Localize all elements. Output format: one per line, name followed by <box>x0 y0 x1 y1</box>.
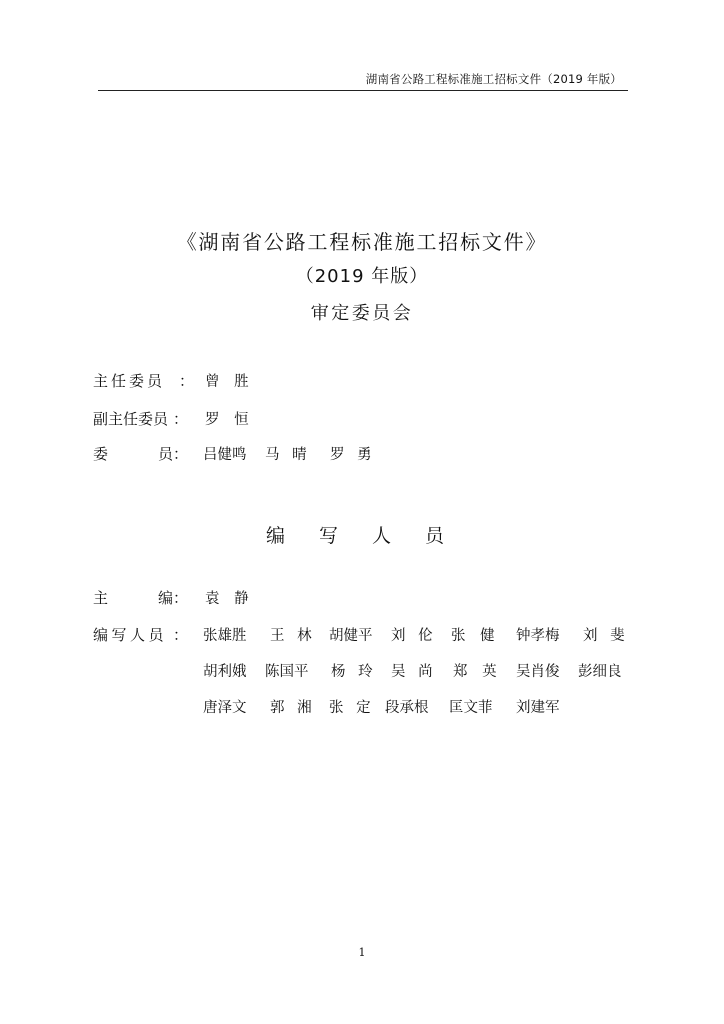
members-label-char2: 员 <box>157 445 173 463</box>
committee-heading: 审定委员会 <box>310 303 414 324</box>
member-name: 马 晴 <box>265 447 311 463</box>
director-name: 曾 胜 <box>205 374 254 390</box>
editor-label <box>93 587 173 608</box>
writer-name: 吴肖俊 <box>516 664 560 680</box>
writer-name: 刘建军 <box>516 700 560 716</box>
writer-name: 钟孝梅 <box>516 628 560 644</box>
deputy-label: 副主任委员 <box>93 410 169 428</box>
writer-name: 彭细良 <box>578 664 622 680</box>
writers-heading: 编 写 人 员 <box>265 525 459 547</box>
doc-title: 《湖南省公路工程标准施工招标文件》 <box>176 230 548 254</box>
member-name: 吕健鸣 <box>203 447 247 463</box>
writer-name: 刘 斐 <box>583 628 629 644</box>
colon: ： <box>173 410 189 428</box>
writer-name: 唐泽文 <box>203 700 247 716</box>
colon: ： <box>179 372 195 390</box>
writer-name: 吴 尚 <box>391 664 437 680</box>
member-name: 罗 勇 <box>330 447 376 463</box>
writer-name: 杨 玲 <box>331 664 377 680</box>
colon: ： <box>173 626 189 644</box>
members-label <box>93 443 173 464</box>
doc-edition: （2019 年版） <box>295 266 429 287</box>
writer-name: 陈国平 <box>265 664 309 680</box>
director-label <box>93 370 179 391</box>
writers-label: 编写人员 <box>93 626 168 644</box>
members-label-char1: 委 <box>93 445 109 463</box>
writer-name: 匡文菲 <box>449 700 493 716</box>
colon: ： <box>173 445 189 463</box>
writer-name: 张 健 <box>451 628 500 644</box>
header-text: 湖南省公路工程标准施工招标文件（2019 年版） <box>365 72 622 86</box>
writer-name: 王 林 <box>270 628 316 644</box>
writer-name: 刘 伦 <box>391 628 437 644</box>
writer-name: 郑 英 <box>453 664 502 680</box>
editor-name: 袁 静 <box>205 591 254 607</box>
director-label-text: 主任委员 <box>93 372 166 390</box>
writer-name: 胡利娥 <box>203 664 247 680</box>
writer-name: 郭 湘 <box>270 700 316 716</box>
writer-name: 胡健平 <box>329 628 373 644</box>
deputy-name: 罗 恒 <box>205 412 254 428</box>
page-header <box>98 66 628 91</box>
editor-label-char2: 编 <box>157 589 173 607</box>
writer-name: 张 定 <box>329 700 375 716</box>
editor-label-char1: 主 <box>93 589 109 607</box>
colon: ： <box>173 589 189 607</box>
page-number: 1 <box>358 946 366 959</box>
writer-name: 段承根 <box>385 700 429 716</box>
writer-name: 张雄胜 <box>203 628 247 644</box>
